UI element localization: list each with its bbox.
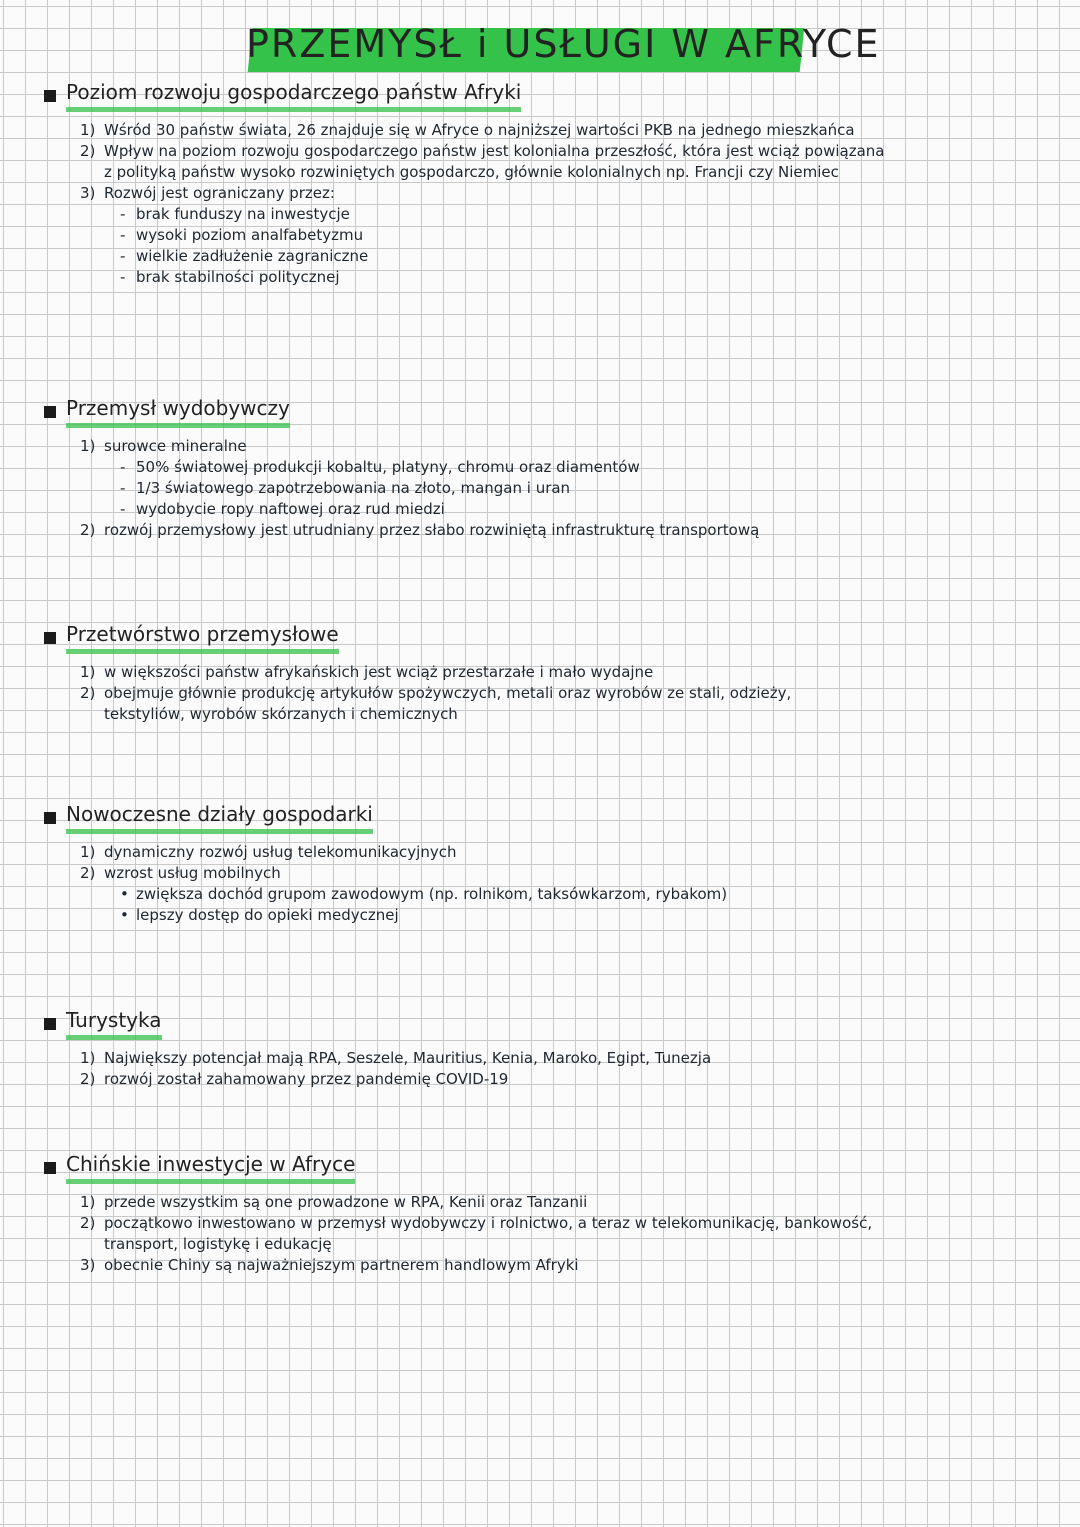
list-item: 1) dynamiczny rozwój usług telekomunikacyjnych <box>80 843 457 861</box>
section-manufacturing <box>44 624 1054 725</box>
section-heading: Przetwórstwo przemysłowe <box>66 622 339 654</box>
sub-item: - 1/3 światowego zapotrzebowania na złoto, mangan i uran <box>120 479 571 497</box>
list-item: 2) wzrost usług mobilnych <box>80 864 281 882</box>
section-heading: Chińskie inwestycje w Afryce <box>66 1152 355 1184</box>
list-item: 1) surowce mineralne <box>80 437 247 455</box>
sub-item: - brak funduszy na inwestycje <box>120 205 350 223</box>
list-item: 1) Wśród 30 państw świata, 26 znajduje się w Afryce o najniższej wartości PKB na jednego mieszkańca <box>80 121 855 139</box>
title-block <box>246 14 881 76</box>
square-bullet-icon <box>44 406 56 418</box>
square-bullet-icon <box>44 90 56 102</box>
list-item: 1) w większości państw afrykańskich jest wciąż przestarzałe i mało wydajne <box>80 663 654 681</box>
list-item: 2) początkowo inwestowano w przemysł wydobywczy i rolnictwo, a teraz w telekomunikację, bankowość, <box>80 1214 873 1232</box>
section-tourism <box>44 1010 1054 1090</box>
section-modern-economy <box>44 804 1054 926</box>
list-item: 3) Rozwój jest ograniczany przez: <box>80 184 335 202</box>
sub-item: - 50% światowej produkcji kobaltu, platyny, chromu oraz diamentów <box>120 458 640 476</box>
sub-item: • lepszy dostęp do opieki medycznej <box>120 906 399 924</box>
sub-item: - wydobycie ropy naftowej oraz rud miedzi <box>120 500 445 518</box>
square-bullet-icon <box>44 1162 56 1174</box>
list-item: 2) rozwój został zahamowany przez pandemię COVID-19 <box>80 1070 509 1088</box>
list-item: 1) przede wszystkim są one prowadzone w RPA, Kenii oraz Tanzanii <box>80 1193 588 1211</box>
sub-item: - brak stabilności politycznej <box>120 268 340 286</box>
square-bullet-icon <box>44 632 56 644</box>
section-development-level <box>44 82 1054 288</box>
list-item-continuation: z polityką państw wysoko rozwiniętych gospodarczo, głównie kolonialnych np. Francji czy Niemiec <box>104 163 839 181</box>
page-title: PRZEMYSŁ i USŁUGI W AFRYCE <box>246 22 881 66</box>
list-item-continuation: transport, logistykę i edukację <box>104 1235 332 1253</box>
list-item: 1) Największy potencjał mają RPA, Seszele, Mauritius, Kenia, Maroko, Egipt, Tunezja <box>80 1049 712 1067</box>
sub-item: - wysoki poziom analfabetyzmu <box>120 226 364 244</box>
sub-item: • zwiększa dochód grupom zawodowym (np. rolnikom, taksówkarzom, rybakom) <box>120 885 728 903</box>
section-mining-industry <box>44 398 1054 541</box>
section-heading: Nowoczesne działy gospodarki <box>66 802 373 834</box>
section-heading: Turystyka <box>66 1008 162 1040</box>
square-bullet-icon <box>44 812 56 824</box>
list-item: 2) Wpływ na poziom rozwoju gospodarczego państw jest kolonialna przeszłość, która jest wciąż powiązana <box>80 142 885 160</box>
list-item: 2) rozwój przemysłowy jest utrudniany przez słabo rozwiniętą infrastrukturę transportową <box>80 521 760 539</box>
list-item: 3) obecnie Chiny są najważniejszym partnerem handlowym Afryki <box>80 1256 579 1274</box>
square-bullet-icon <box>44 1018 56 1030</box>
section-heading: Poziom rozwoju gospodarczego państw Afryki <box>66 80 521 112</box>
section-heading: Przemysł wydobywczy <box>66 396 290 428</box>
list-item: 2) obejmuje głównie produkcję artykułów spożywczych, metali oraz wyrobów ze stali, odzieży, <box>80 684 792 702</box>
list-item-continuation: tekstyliów, wyrobów skórzanych i chemicznych <box>104 705 458 723</box>
sub-item: - wielkie zadłużenie zagraniczne <box>120 247 369 265</box>
section-chinese-investments <box>44 1154 1054 1276</box>
